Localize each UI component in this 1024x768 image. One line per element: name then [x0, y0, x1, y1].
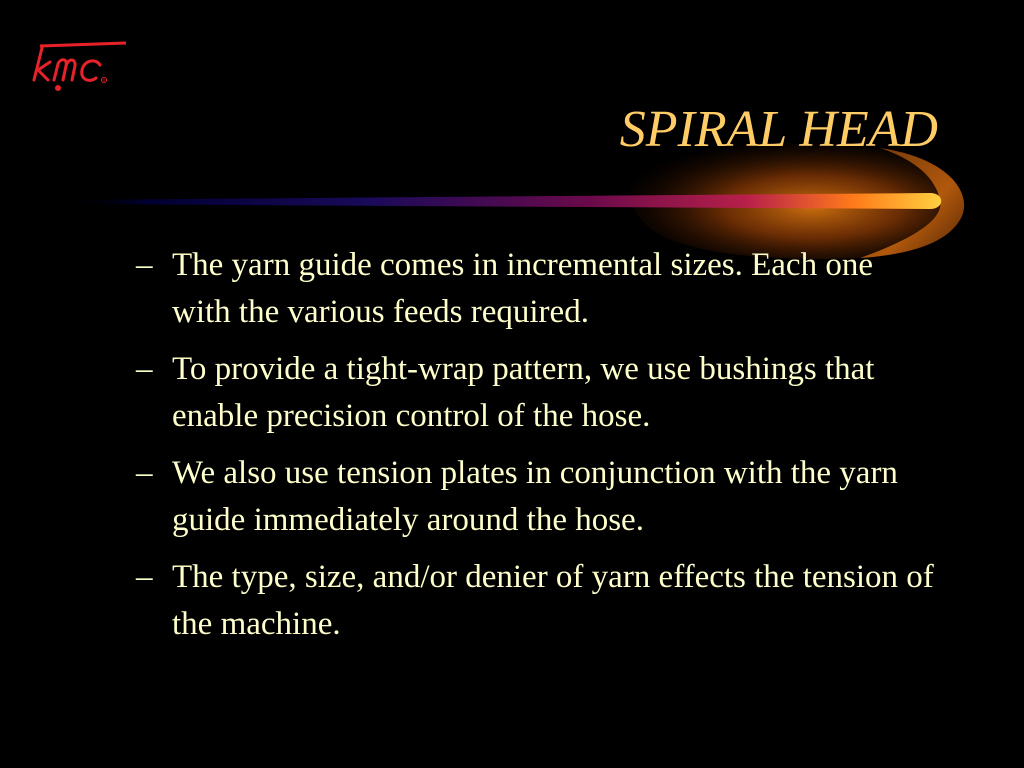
bullet-item [136, 554, 936, 648]
bullet-item [136, 346, 936, 440]
bullet-item [136, 242, 936, 336]
bullet-dash: – [136, 559, 153, 595]
gradient-bar [60, 193, 941, 209]
bullet-dash: – [136, 247, 153, 283]
bullet-text: The yarn guide comes in incremental sizes. Each one with the various feeds required. [172, 247, 873, 330]
bullet-list [136, 242, 936, 658]
bullet-text: The type, size, and/or denier of yarn effects the tension of the machine. [172, 559, 934, 642]
bullet-dash: – [136, 351, 153, 387]
bullet-text: We also use tension plates in conjunction with the yarn guide immediately around the hose. [172, 455, 898, 538]
kmc-logo [26, 36, 136, 96]
svg-text:R: R [102, 78, 106, 83]
bullet-item [136, 450, 936, 544]
bullet-dash: – [136, 455, 153, 491]
slide-title: SPIRAL HEAD [619, 101, 938, 158]
bullet-text: To provide a tight-wrap pattern, we use bushings that enable precision control of the hose. [172, 351, 875, 434]
